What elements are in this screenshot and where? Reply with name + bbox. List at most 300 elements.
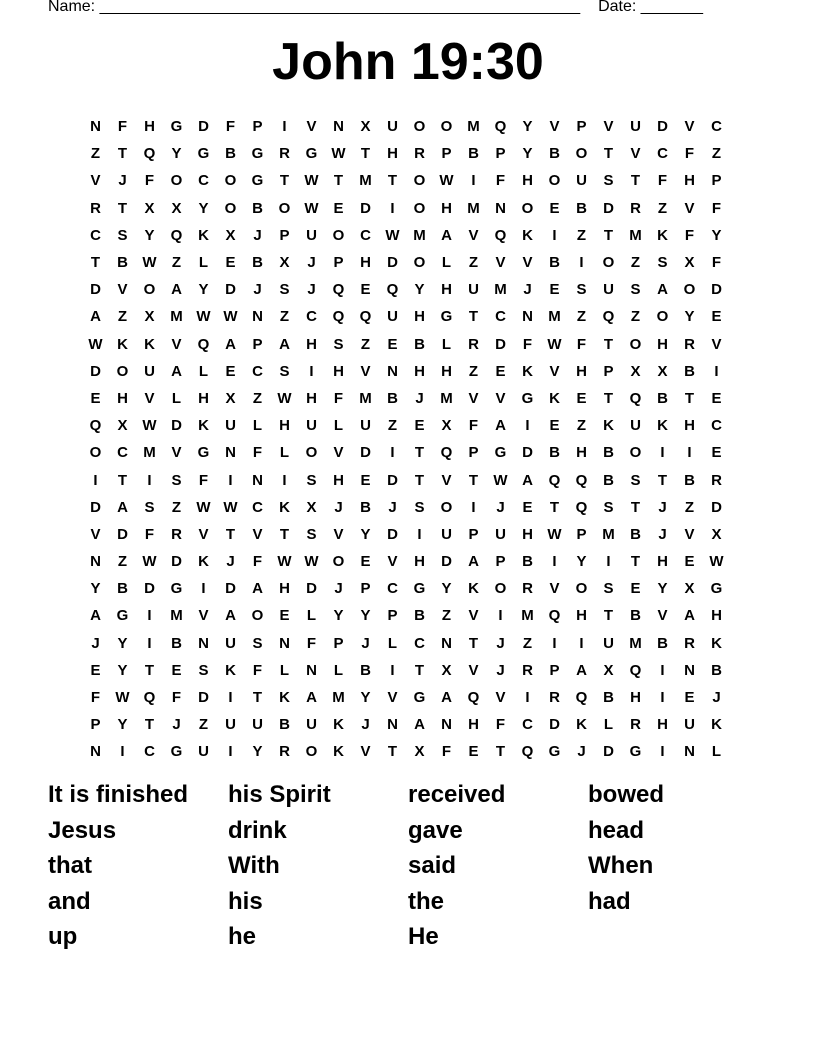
grid-letter: T	[414, 661, 425, 679]
grid-letter: Q	[575, 471, 588, 489]
grid-letter: H	[333, 362, 344, 380]
header	[48, 0, 703, 16]
grid-letter: H	[414, 362, 425, 380]
grid-letter: B	[603, 689, 614, 707]
grid-letter: G	[629, 743, 642, 761]
grid-letter: D	[657, 118, 668, 136]
grid-letter: I	[714, 362, 719, 380]
grid-letter: E	[684, 689, 695, 707]
grid-letter: E	[90, 661, 101, 679]
grid-letter: E	[225, 362, 236, 380]
grid-letter: H	[522, 525, 533, 543]
grid-letter: I	[660, 743, 665, 761]
grid-letter: N	[225, 444, 236, 462]
grid-letter: V	[468, 607, 479, 625]
grid-letter: T	[117, 199, 128, 217]
grid-letter: W	[709, 553, 724, 571]
grid-letter: W	[196, 308, 211, 326]
grid-letter: U	[387, 118, 398, 136]
grid-letter: O	[683, 281, 696, 299]
grid-row	[82, 630, 730, 657]
grid-letter: M	[602, 525, 615, 543]
grid-letter: U	[576, 172, 587, 190]
grid-row	[82, 249, 730, 276]
grid-letter: U	[441, 525, 452, 543]
grid-letter: I	[120, 743, 125, 761]
grid-letter: Y	[144, 226, 155, 244]
grid-letter: V	[495, 689, 506, 707]
grid-letter: F	[522, 335, 533, 353]
grid-letter: Z	[279, 308, 290, 326]
grid-row	[82, 195, 730, 222]
grid-letter: T	[117, 145, 128, 163]
grid-letter: T	[657, 471, 668, 489]
grid-letter: B	[657, 389, 668, 407]
grid-letter: Y	[171, 145, 182, 163]
grid-letter: F	[657, 172, 668, 190]
grid-letter: L	[198, 362, 209, 380]
grid-letter: B	[387, 389, 398, 407]
grid-letter: P	[549, 661, 560, 679]
grid-letter: Y	[360, 607, 371, 625]
grid-letter: J	[253, 226, 262, 244]
grid-letter: V	[495, 389, 506, 407]
grid-letter: M	[548, 308, 561, 326]
grid-letter: J	[361, 716, 370, 734]
grid-letter: V	[441, 471, 452, 489]
grid-letter: I	[552, 553, 557, 571]
grid-letter: L	[441, 335, 452, 353]
grid-letter: U	[684, 716, 695, 734]
grid-letter: V	[522, 254, 533, 272]
grid-letter: L	[441, 254, 452, 272]
grid-letter: N	[684, 743, 695, 761]
grid-letter: T	[144, 661, 155, 679]
grid-letter: T	[90, 254, 101, 272]
grid-letter: F	[711, 199, 722, 217]
grid-row	[82, 113, 730, 140]
grid-letter: B	[252, 199, 263, 217]
grid-letter: E	[387, 335, 398, 353]
grid-letter: V	[684, 199, 695, 217]
grid-letter: I	[147, 634, 152, 652]
word-list-item: he	[228, 923, 257, 951]
grid-letter: R	[522, 580, 533, 598]
grid-letter: T	[279, 525, 290, 543]
grid-letter: Y	[441, 580, 452, 598]
grid-letter: J	[388, 498, 397, 516]
grid-letter: T	[225, 525, 236, 543]
grid-letter: W	[142, 553, 157, 571]
grid-letter: O	[521, 199, 534, 217]
grid-letter: A	[171, 362, 182, 380]
grid-letter: O	[656, 308, 669, 326]
grid-letter: E	[630, 580, 641, 598]
date-field-label: Date: _______	[598, 0, 704, 15]
grid-letter: D	[225, 580, 236, 598]
grid-letter: I	[552, 226, 557, 244]
grid-letter: E	[468, 743, 479, 761]
grid-letter: U	[198, 743, 209, 761]
grid-letter: N	[198, 634, 209, 652]
grid-letter: W	[304, 553, 319, 571]
grid-letter: U	[630, 417, 641, 435]
grid-letter: C	[252, 362, 263, 380]
grid-letter: O	[224, 199, 237, 217]
grid-letter: Q	[575, 498, 588, 516]
grid-letter: N	[90, 743, 101, 761]
grid-letter: B	[171, 634, 182, 652]
grid-letter: Q	[629, 661, 642, 679]
grid-letter: X	[603, 661, 614, 679]
grid-letter: V	[468, 389, 479, 407]
grid-letter: G	[440, 308, 453, 326]
grid-letter: D	[198, 689, 209, 707]
grid-letter: Z	[252, 389, 263, 407]
grid-letter: D	[711, 498, 722, 516]
grid-letter: O	[413, 199, 426, 217]
grid-letter: A	[441, 689, 452, 707]
grid-letter: V	[144, 389, 155, 407]
grid-letter: Z	[468, 362, 479, 380]
grid-letter: R	[549, 689, 560, 707]
grid-letter: K	[225, 661, 236, 679]
grid-letter: J	[496, 498, 505, 516]
grid-letter: P	[387, 607, 398, 625]
grid-letter: A	[90, 308, 101, 326]
grid-letter: F	[441, 743, 452, 761]
grid-row	[82, 385, 730, 412]
grid-letter: V	[549, 118, 560, 136]
grid-letter: D	[117, 525, 128, 543]
grid-letter: I	[552, 634, 557, 652]
grid-letter: V	[684, 118, 695, 136]
grid-letter: X	[360, 118, 371, 136]
grid-letter: E	[414, 417, 425, 435]
grid-letter: P	[360, 580, 371, 598]
grid-letter: S	[306, 525, 317, 543]
grid-letter: H	[414, 553, 425, 571]
grid-letter: R	[630, 199, 641, 217]
grid-letter: E	[333, 199, 344, 217]
grid-letter: Q	[548, 471, 561, 489]
grid-letter: G	[710, 580, 723, 598]
grid-letter: H	[522, 172, 533, 190]
grid-letter: D	[711, 281, 722, 299]
grid-letter: K	[198, 553, 209, 571]
grid-letter: C	[414, 634, 425, 652]
grid-letter: I	[147, 607, 152, 625]
grid-letter: M	[494, 281, 507, 299]
grid-letter: W	[439, 172, 454, 190]
grid-letter: H	[711, 607, 722, 625]
grid-letter: X	[171, 199, 182, 217]
grid-letter: I	[606, 553, 611, 571]
grid-letter: U	[306, 417, 317, 435]
grid-letter: U	[225, 716, 236, 734]
grid-letter: W	[331, 145, 346, 163]
grid-letter: X	[306, 498, 317, 516]
grid-letter: P	[279, 226, 290, 244]
grid-letter: B	[684, 471, 695, 489]
grid-letter: S	[144, 498, 155, 516]
grid-letter: T	[333, 172, 344, 190]
grid-letter: S	[171, 471, 182, 489]
grid-letter: M	[332, 689, 345, 707]
grid-row	[82, 331, 730, 358]
grid-letter: X	[117, 417, 128, 435]
grid-letter: E	[225, 254, 236, 272]
grid-letter: A	[171, 281, 182, 299]
grid-row	[82, 276, 730, 303]
grid-letter: Z	[576, 308, 587, 326]
grid-letter: G	[494, 444, 507, 462]
grid-letter: Q	[89, 417, 102, 435]
grid-letter: D	[225, 281, 236, 299]
grid-letter: Q	[332, 308, 345, 326]
grid-letter: U	[225, 417, 236, 435]
grid-letter: H	[441, 281, 452, 299]
grid-letter: X	[684, 580, 695, 598]
grid-letter: U	[306, 716, 317, 734]
grid-letter: B	[414, 335, 425, 353]
grid-letter: C	[711, 417, 722, 435]
grid-letter: I	[93, 471, 98, 489]
word-list-item: his	[228, 887, 263, 915]
grid-letter: G	[413, 580, 426, 598]
grid-letter: V	[198, 525, 209, 543]
grid-letter: T	[549, 498, 560, 516]
grid-letter: M	[143, 444, 156, 462]
grid-letter: J	[307, 254, 316, 272]
grid-letter: N	[90, 553, 101, 571]
grid-letter: M	[359, 389, 372, 407]
grid-letter: K	[279, 498, 290, 516]
grid-letter: I	[228, 743, 233, 761]
grid-letter: Q	[359, 308, 372, 326]
grid-letter: W	[115, 689, 130, 707]
grid-letter: B	[657, 634, 668, 652]
grid-letter: V	[684, 525, 695, 543]
grid-letter: T	[603, 335, 614, 353]
grid-letter: M	[170, 308, 183, 326]
grid-letter: X	[144, 199, 155, 217]
grid-letter: I	[525, 417, 530, 435]
grid-letter: H	[576, 444, 587, 462]
grid-letter: N	[90, 118, 101, 136]
grid-letter: W	[88, 335, 103, 353]
grid-letter: F	[171, 689, 182, 707]
grid-letter: A	[279, 335, 290, 353]
grid-letter: L	[333, 661, 344, 679]
grid-letter: A	[252, 580, 263, 598]
grid-letter: I	[660, 689, 665, 707]
grid-letter: Y	[252, 743, 263, 761]
grid-letter: J	[91, 634, 100, 652]
grid-letter: O	[629, 444, 642, 462]
grid-letter: A	[306, 689, 317, 707]
grid-letter: F	[495, 716, 506, 734]
grid-letter: R	[711, 471, 722, 489]
word-list-item: that	[48, 852, 92, 880]
grid-letter: E	[279, 607, 290, 625]
grid-letter: X	[441, 417, 452, 435]
grid-letter: B	[252, 254, 263, 272]
grid-letter: H	[279, 580, 290, 598]
grid-letter: I	[417, 525, 422, 543]
grid-letter: A	[468, 553, 479, 571]
grid-letter: I	[282, 118, 287, 136]
grid-letter: Q	[548, 607, 561, 625]
grid-letter: I	[660, 661, 665, 679]
grid-letter: Z	[522, 634, 533, 652]
grid-letter: Z	[684, 498, 695, 516]
grid-letter: T	[414, 444, 425, 462]
grid-letter: I	[147, 471, 152, 489]
grid-letter: S	[306, 471, 317, 489]
grid-letter: L	[306, 607, 317, 625]
grid-letter: Q	[143, 145, 156, 163]
grid-letter: J	[658, 498, 667, 516]
grid-letter: E	[549, 199, 560, 217]
grid-letter: K	[549, 389, 560, 407]
grid-letter: R	[279, 145, 290, 163]
grid-letter: K	[657, 417, 668, 435]
grid-letter: V	[171, 335, 182, 353]
grid-letter: G	[521, 389, 534, 407]
grid-letter: C	[252, 498, 263, 516]
grid-letter: B	[468, 145, 479, 163]
grid-letter: O	[440, 498, 453, 516]
grid-letter: W	[547, 335, 562, 353]
grid-letter: D	[603, 199, 614, 217]
grid-letter: Z	[360, 335, 371, 353]
grid-letter: E	[684, 553, 695, 571]
grid-letter: J	[361, 634, 370, 652]
grid-row	[82, 521, 730, 548]
grid-letter: H	[630, 689, 641, 707]
grid-letter: V	[630, 145, 641, 163]
grid-letter: J	[172, 716, 181, 734]
grid-letter: Z	[711, 145, 722, 163]
grid-letter: H	[657, 553, 668, 571]
grid-letter: Y	[684, 308, 695, 326]
grid-letter: J	[334, 498, 343, 516]
grid-letter: Y	[576, 553, 587, 571]
grid-letter: Y	[117, 634, 128, 652]
grid-letter: Y	[414, 281, 425, 299]
grid-letter: D	[522, 444, 533, 462]
grid-letter: Q	[143, 689, 156, 707]
grid-letter: F	[576, 335, 587, 353]
grid-letter: P	[576, 525, 587, 543]
grid-letter: L	[387, 634, 398, 652]
grid-letter: D	[360, 444, 371, 462]
grid-letter: C	[144, 743, 155, 761]
grid-letter: Y	[711, 226, 722, 244]
grid-letter: S	[657, 254, 668, 272]
grid-letter: Y	[522, 145, 533, 163]
grid-letter: K	[711, 634, 722, 652]
grid-letter: N	[333, 118, 344, 136]
grid-letter: O	[170, 172, 183, 190]
grid-letter: D	[90, 498, 101, 516]
grid-letter: N	[522, 308, 533, 326]
grid-letter: H	[468, 716, 479, 734]
grid-letter: K	[711, 716, 722, 734]
word-list-item: the	[408, 887, 444, 915]
grid-letter: F	[252, 444, 263, 462]
grid-row	[82, 222, 730, 249]
grid-row	[82, 684, 730, 711]
grid-letter: S	[279, 281, 290, 299]
grid-letter: J	[658, 525, 667, 543]
grid-letter: V	[468, 226, 479, 244]
grid-letter: A	[90, 607, 101, 625]
grid-letter: O	[89, 444, 102, 462]
grid-letter: J	[334, 580, 343, 598]
grid-letter: F	[117, 118, 128, 136]
grid-letter: S	[603, 580, 614, 598]
grid-letter: X	[414, 743, 425, 761]
grid-letter: D	[549, 716, 560, 734]
grid-letter: W	[142, 417, 157, 435]
grid-letter: Y	[333, 607, 344, 625]
grid-letter: A	[117, 498, 128, 516]
grid-letter: O	[278, 199, 291, 217]
grid-letter: G	[170, 118, 183, 136]
grid-letter: L	[711, 743, 722, 761]
grid-letter: B	[576, 199, 587, 217]
grid-letter: P	[603, 362, 614, 380]
grid-letter: H	[657, 716, 668, 734]
grid-letter: M	[359, 172, 372, 190]
grid-letter: P	[252, 118, 263, 136]
grid-letter: U	[144, 362, 155, 380]
grid-letter: I	[687, 444, 692, 462]
grid-letter: N	[441, 716, 452, 734]
grid-letter: H	[441, 199, 452, 217]
grid-letter: O	[575, 580, 588, 598]
grid-letter: Y	[90, 580, 101, 598]
grid-letter: T	[360, 145, 371, 163]
grid-letter: P	[468, 525, 479, 543]
grid-letter: A	[414, 716, 425, 734]
grid-letter: C	[522, 716, 533, 734]
grid-letter: O	[575, 145, 588, 163]
grid-letter: O	[305, 444, 318, 462]
grid-letter: F	[90, 689, 101, 707]
grid-letter: K	[198, 226, 209, 244]
grid-letter: K	[333, 743, 344, 761]
grid-letter: L	[279, 444, 290, 462]
grid-letter: H	[144, 118, 155, 136]
grid-letter: R	[630, 716, 641, 734]
grid-letter: P	[333, 254, 344, 272]
grid-letter: O	[251, 607, 264, 625]
grid-letter: R	[90, 199, 101, 217]
grid-letter: D	[495, 335, 506, 353]
grid-letter: R	[414, 145, 425, 163]
grid-letter: J	[496, 634, 505, 652]
grid-letter: F	[198, 471, 209, 489]
grid-letter: H	[198, 389, 209, 407]
grid-letter: W	[385, 226, 400, 244]
word-list-item: his Spirit	[228, 781, 331, 808]
grid-letter: J	[712, 689, 721, 707]
grid-letter: R	[522, 661, 533, 679]
grid-letter: W	[142, 254, 157, 272]
